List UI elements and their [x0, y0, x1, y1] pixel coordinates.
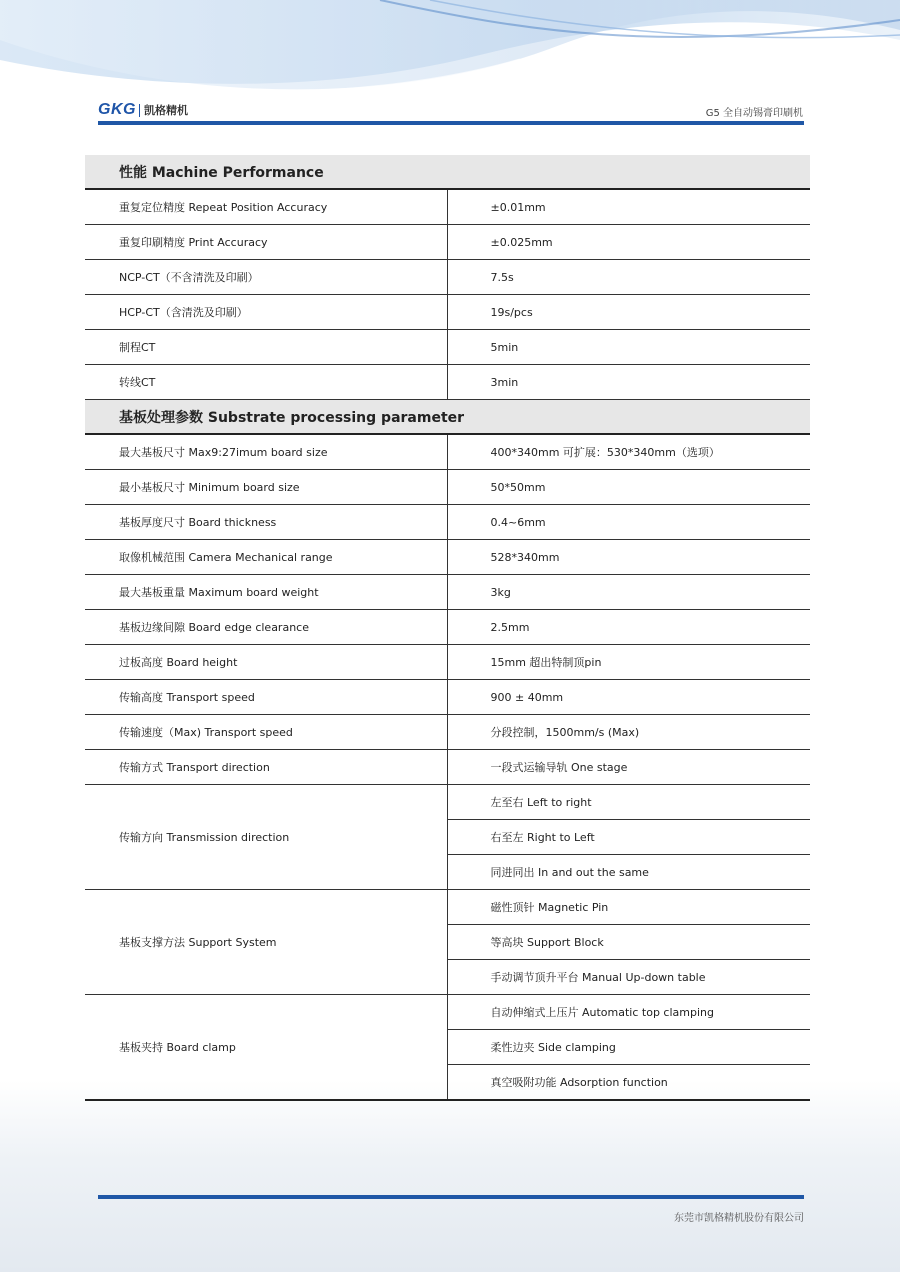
row-label: 最小基板尺寸 Minimum board size: [85, 470, 447, 505]
row-value: 2.5mm: [447, 610, 810, 645]
table-row: [85, 365, 810, 400]
row-label: 转线CT: [85, 365, 447, 400]
row-value: 柔性边夹 Side clamping: [447, 1030, 810, 1065]
row-label: NCP-CT（不含清洗及印刷）: [85, 260, 447, 295]
row-value: 400*340mm 可扩展：530*340mm（选项）: [447, 434, 810, 470]
row-value: ±0.01mm: [447, 189, 810, 225]
table-row: [85, 680, 810, 715]
row-value: 15mm 超出特制顶pin: [447, 645, 810, 680]
company-logo: [98, 100, 188, 120]
row-value: 3kg: [447, 575, 810, 610]
spec-table: [85, 155, 810, 1101]
section-title: 性能 Machine Performance: [85, 155, 810, 189]
row-value: 自动伸缩式上压片 Automatic top clamping: [447, 995, 810, 1030]
row-label: 重复定位精度 Repeat Position Accuracy: [85, 189, 447, 225]
row-value: 真空吸附功能 Adsorption function: [447, 1065, 810, 1101]
table-row: [85, 785, 810, 820]
row-value: 等高块 Support Block: [447, 925, 810, 960]
row-label: 最大基板重量 Maximum board weight: [85, 575, 447, 610]
row-value: 手动调节顶升平台 Manual Up-down table: [447, 960, 810, 995]
row-value: 分段控制，1500mm/s (Max): [447, 715, 810, 750]
table-row: [85, 890, 810, 925]
row-label: 传输方向 Transmission direction: [85, 785, 447, 890]
row-value: 50*50mm: [447, 470, 810, 505]
logo-cn-name: 凯格精机: [143, 104, 188, 117]
footer-company-name: 东莞市凯格精机股份有限公司: [674, 1213, 804, 1224]
section-header-performance: [85, 155, 810, 189]
table-row: [85, 330, 810, 365]
row-value: 0.4~6mm: [447, 505, 810, 540]
product-title: G5 全自动锡膏印刷机: [705, 108, 803, 119]
logo-separator: [139, 104, 140, 117]
table-row: [85, 295, 810, 330]
row-value: 同进同出 In and out the same: [447, 855, 810, 890]
row-value: 左至右 Left to right: [447, 785, 810, 820]
header-divider: [98, 121, 804, 125]
row-label: 制程CT: [85, 330, 447, 365]
row-label: 最大基板尺寸 Max9:27imum board size: [85, 434, 447, 470]
table-row: [85, 434, 810, 470]
row-value: 3min: [447, 365, 810, 400]
row-label: 传输速度（Max) Transport speed: [85, 715, 447, 750]
row-label: 基板厚度尺寸 Board thickness: [85, 505, 447, 540]
row-label: HCP-CT（含清洗及印刷）: [85, 295, 447, 330]
table-row: [85, 750, 810, 785]
row-label: 传输方式 Transport direction: [85, 750, 447, 785]
row-value: 右至左 Right to Left: [447, 820, 810, 855]
row-value: 7.5s: [447, 260, 810, 295]
row-label: 传输高度 Transport speed: [85, 680, 447, 715]
table-row: [85, 995, 810, 1030]
table-row: [85, 715, 810, 750]
table-row: [85, 575, 810, 610]
row-value: 一段式运输导轨 One stage: [447, 750, 810, 785]
section-header-substrate: [85, 400, 810, 435]
row-value: 磁性顶针 Magnetic Pin: [447, 890, 810, 925]
table-row: [85, 645, 810, 680]
row-label: 基板支撑方法 Support System: [85, 890, 447, 995]
row-value: 528*340mm: [447, 540, 810, 575]
table-row: [85, 470, 810, 505]
table-row: [85, 260, 810, 295]
row-value: ±0.025mm: [447, 225, 810, 260]
row-label: 取像机械范围 Camera Mechanical range: [85, 540, 447, 575]
row-value: 19s/pcs: [447, 295, 810, 330]
row-label: 基板夹持 Board clamp: [85, 995, 447, 1101]
table-row: [85, 505, 810, 540]
row-label: 过板高度 Board height: [85, 645, 447, 680]
table-row: [85, 610, 810, 645]
section-title: 基板处理参数 Substrate processing parameter: [85, 400, 810, 435]
footer-divider: [98, 1195, 804, 1199]
table-row: [85, 189, 810, 225]
row-value: 900 ± 40mm: [447, 680, 810, 715]
table-row: [85, 225, 810, 260]
logo-mark: GKG: [98, 101, 136, 118]
row-label: 重复印刷精度 Print Accuracy: [85, 225, 447, 260]
row-label: 基板边缘间隙 Board edge clearance: [85, 610, 447, 645]
row-value: 5min: [447, 330, 810, 365]
table-row: [85, 540, 810, 575]
